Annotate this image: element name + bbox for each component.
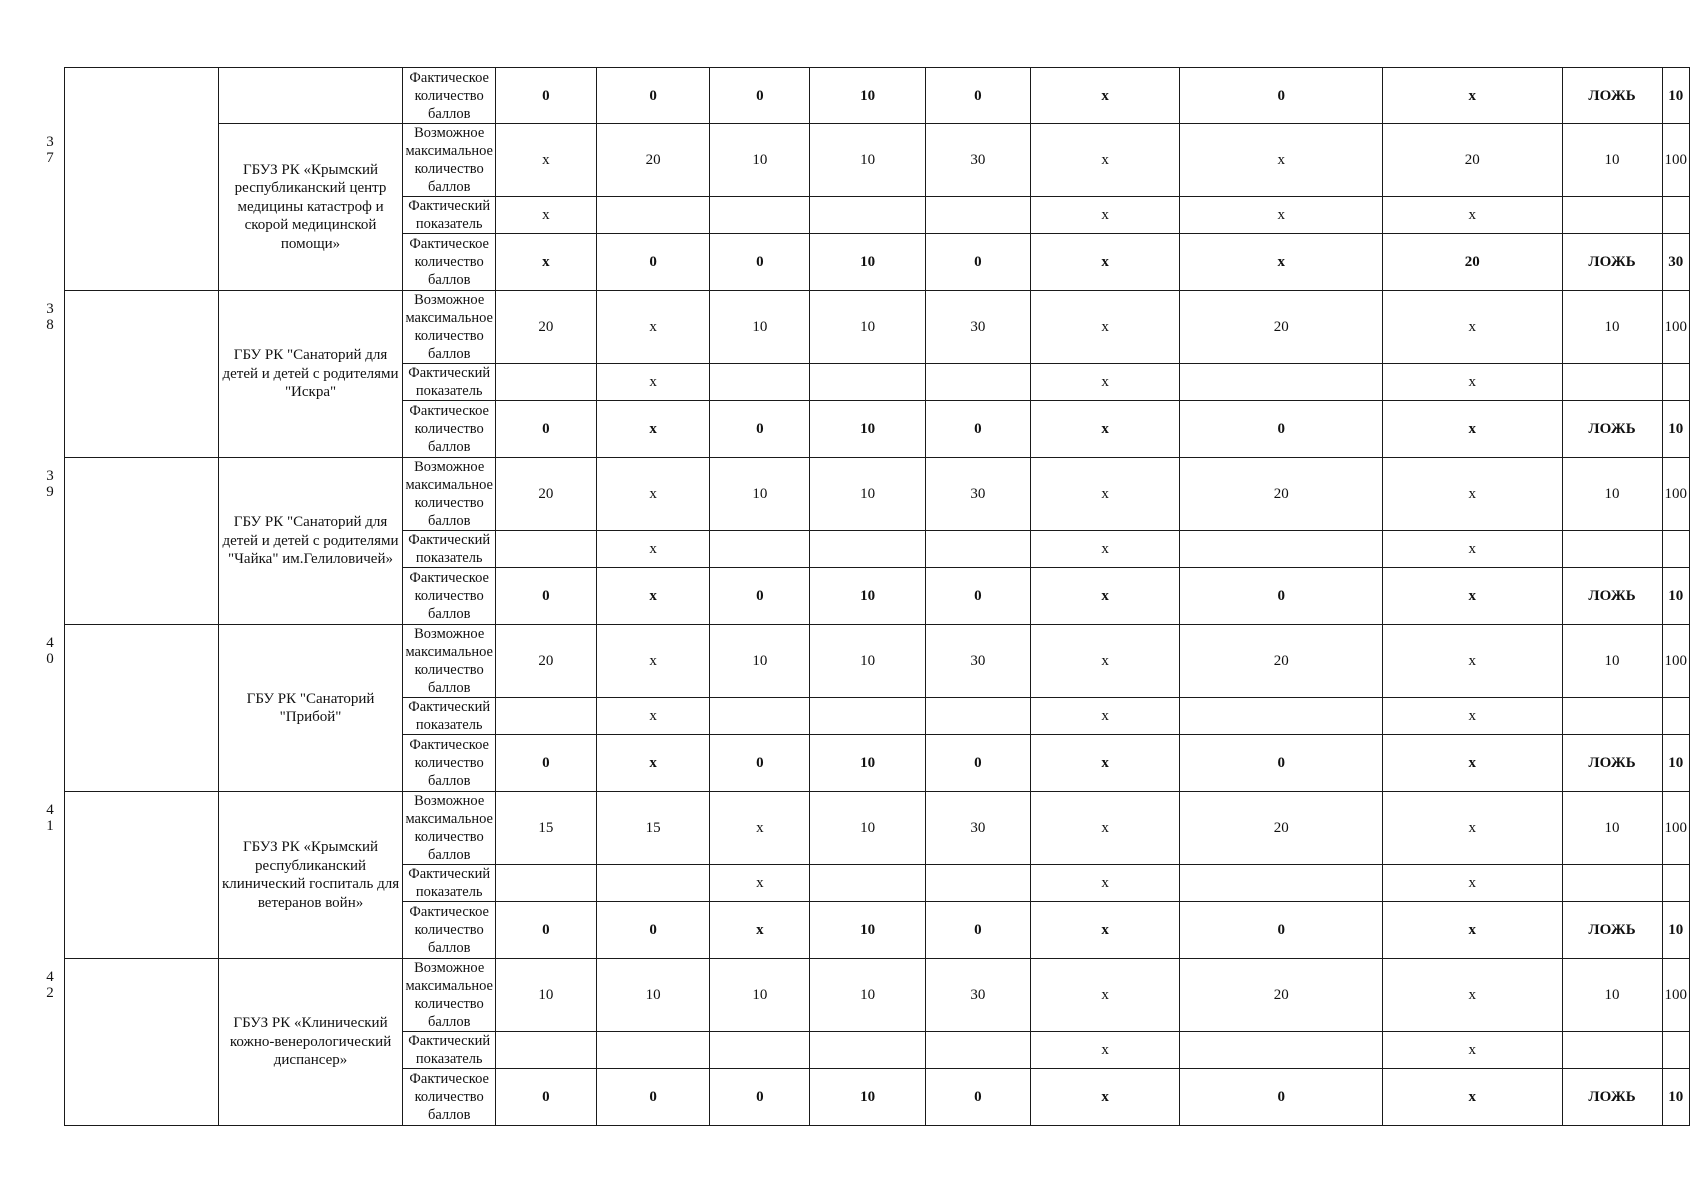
row-label: Фактическое количество баллов (403, 902, 496, 959)
value-cell: 30 (926, 458, 1031, 531)
value-cell: x (1030, 291, 1180, 364)
value-cell: 10 (810, 1069, 926, 1126)
value-cell (596, 1032, 710, 1069)
row-number (46, 124, 219, 291)
row-number-digit-1: 3 (46, 301, 54, 317)
value-cell: 0 (495, 902, 596, 959)
value-cell: x (1030, 531, 1180, 568)
value-cell: x (1030, 792, 1180, 865)
value-cell (495, 698, 596, 735)
value-cell: 20 (1180, 291, 1383, 364)
value-cell: 10 (710, 959, 810, 1032)
value-cell (710, 197, 810, 234)
value-cell: 0 (495, 68, 596, 124)
value-cell: x (1382, 698, 1562, 735)
value-cell: 10 (810, 902, 926, 959)
row-number-digit-1: 4 (46, 802, 54, 818)
table-row (60, 959, 1690, 1032)
row-label: Фактическое количество баллов (403, 568, 496, 625)
value-cell: x (1030, 1069, 1180, 1126)
value-cell: 30 (926, 291, 1031, 364)
value-cell (926, 865, 1031, 902)
value-cell: x (1180, 197, 1383, 234)
value-cell: 0 (1180, 735, 1383, 792)
value-cell: x (596, 291, 710, 364)
value-cell: 0 (596, 234, 710, 291)
value-cell: x (1030, 458, 1180, 531)
value-cell (1562, 364, 1662, 401)
value-cell: 0 (926, 234, 1031, 291)
value-cell: 0 (1180, 1069, 1383, 1126)
value-cell (810, 865, 926, 902)
row-number-digit-2: 2 (46, 985, 54, 1001)
value-cell: 0 (495, 735, 596, 792)
value-cell (1562, 531, 1662, 568)
value-cell: 10 (1562, 458, 1662, 531)
value-cell: x (596, 458, 710, 531)
row-label: Возможное максимальное количество баллов (403, 124, 496, 197)
value-cell: x (495, 124, 596, 197)
value-cell: x (1030, 234, 1180, 291)
row-label: Возможное максимальное количество баллов (403, 458, 496, 531)
value-cell: x (1030, 735, 1180, 792)
value-cell (926, 698, 1031, 735)
value-cell: 0 (710, 1069, 810, 1126)
value-cell: 10 (1662, 1069, 1690, 1126)
value-cell: 0 (495, 568, 596, 625)
value-cell: 10 (710, 124, 810, 197)
value-cell (710, 364, 810, 401)
value-cell (810, 364, 926, 401)
value-cell: ЛОЖЬ (1562, 234, 1662, 291)
value-cell (596, 865, 710, 902)
value-cell: x (1030, 959, 1180, 1032)
value-cell (495, 531, 596, 568)
value-cell: x (710, 792, 810, 865)
value-cell: 0 (1180, 401, 1383, 458)
value-cell: 0 (1180, 568, 1383, 625)
value-cell: 10 (810, 792, 926, 865)
value-cell: 10 (596, 959, 710, 1032)
value-cell (495, 364, 596, 401)
value-cell: x (1030, 401, 1180, 458)
value-cell: x (1382, 197, 1562, 234)
organization-name: ГБУЗ РК «Крымский республиканский центр медицины катастроф и скорой медицинской помощи» (218, 124, 403, 291)
value-cell: 20 (1382, 124, 1562, 197)
value-cell: x (1382, 401, 1562, 458)
value-cell (810, 531, 926, 568)
value-cell: 10 (1562, 959, 1662, 1032)
value-cell: 20 (495, 291, 596, 364)
value-cell (810, 1032, 926, 1069)
value-cell (1562, 197, 1662, 234)
value-cell: x (495, 234, 596, 291)
value-cell: x (1382, 364, 1562, 401)
value-cell (1562, 1032, 1662, 1069)
value-cell: x (1030, 902, 1180, 959)
table-row (60, 124, 1690, 197)
value-cell: 0 (926, 68, 1031, 124)
value-cell: 100 (1662, 124, 1690, 197)
table-row (60, 291, 1690, 364)
value-cell: 20 (495, 458, 596, 531)
value-cell: x (1382, 865, 1562, 902)
value-cell: x (1030, 197, 1180, 234)
value-cell: x (1382, 568, 1562, 625)
value-cell: 0 (926, 568, 1031, 625)
value-cell: 20 (1180, 625, 1383, 698)
value-cell: 30 (926, 124, 1031, 197)
row-label: Фактическое количество баллов (403, 234, 496, 291)
value-cell: 20 (495, 625, 596, 698)
row-label: Фактический показатель (403, 531, 496, 568)
value-cell: 10 (810, 291, 926, 364)
value-cell: x (710, 902, 810, 959)
row-number-digit-1: 4 (46, 635, 54, 651)
value-cell: x (596, 364, 710, 401)
row-number (46, 458, 219, 625)
value-cell: 0 (926, 401, 1031, 458)
value-cell: 10 (810, 234, 926, 291)
value-cell (1180, 364, 1383, 401)
value-cell: 100 (1662, 291, 1690, 364)
value-cell: 10 (810, 458, 926, 531)
value-cell: 100 (1662, 792, 1690, 865)
value-cell (926, 531, 1031, 568)
row-label: Фактический показатель (403, 865, 496, 902)
row-label: Фактический показатель (403, 197, 496, 234)
value-cell: 15 (596, 792, 710, 865)
table-body (46, 68, 1690, 1126)
value-cell (1662, 865, 1690, 902)
value-cell: 100 (1662, 458, 1690, 531)
value-cell (926, 197, 1031, 234)
value-cell: 20 (1180, 458, 1383, 531)
value-cell: x (1382, 792, 1562, 865)
value-cell: x (596, 625, 710, 698)
value-cell: 0 (596, 1069, 710, 1126)
value-cell (710, 531, 810, 568)
value-cell: x (1382, 1032, 1562, 1069)
value-cell: 10 (1662, 401, 1690, 458)
value-cell: 15 (495, 792, 596, 865)
value-cell: x (1030, 698, 1180, 735)
value-cell: x (1030, 1032, 1180, 1069)
table-row (60, 625, 1690, 698)
value-cell: 0 (710, 735, 810, 792)
row-number-digit-2: 7 (46, 149, 54, 166)
row-number-digit-2: 9 (46, 484, 54, 500)
value-cell: 0 (710, 234, 810, 291)
value-cell (926, 364, 1031, 401)
row-label: Возможное максимальное количество баллов (403, 291, 496, 364)
value-cell: x (1030, 364, 1180, 401)
row-number-digit-1: 3 (46, 133, 54, 150)
row-label: Возможное максимальное количество баллов (403, 959, 496, 1032)
value-cell: 10 (810, 68, 926, 124)
organization-name: ГБУ РК "Санаторий "Прибой" (218, 625, 403, 792)
row-label: Фактическое количество баллов (403, 735, 496, 792)
organization-name: ГБУЗ РК «Клинический кожно-венерологический диспансер» (218, 959, 403, 1126)
value-cell: x (1382, 458, 1562, 531)
value-cell: ЛОЖЬ (1562, 735, 1662, 792)
organization-name: ГБУЗ РК «Крымский республиканский клинический госпиталь для ветеранов войн» (218, 792, 403, 959)
value-cell (1562, 865, 1662, 902)
value-cell: 10 (810, 959, 926, 1032)
value-cell: x (1382, 902, 1562, 959)
value-cell: 100 (1662, 625, 1690, 698)
value-cell: x (1030, 124, 1180, 197)
value-cell: 20 (1180, 959, 1383, 1032)
value-cell: x (1030, 865, 1180, 902)
table-row (60, 68, 1690, 124)
value-cell: x (596, 568, 710, 625)
value-cell: x (596, 531, 710, 568)
value-cell (1662, 1032, 1690, 1069)
value-cell: x (1382, 959, 1562, 1032)
value-cell (1180, 865, 1383, 902)
value-cell: 0 (1180, 902, 1383, 959)
value-cell: 10 (495, 959, 596, 1032)
value-cell: x (710, 865, 810, 902)
org-cell-empty (218, 68, 403, 124)
value-cell: 0 (710, 401, 810, 458)
value-cell (710, 1032, 810, 1069)
value-cell: 10 (710, 458, 810, 531)
value-cell: 10 (810, 124, 926, 197)
value-cell: 0 (1180, 68, 1383, 124)
value-cell (1662, 531, 1690, 568)
value-cell: 0 (710, 68, 810, 124)
row-label: Фактическое количество баллов (403, 401, 496, 458)
value-cell (810, 197, 926, 234)
organization-name: ГБУ РК "Санаторий для детей и детей с родителями "Искра" (218, 291, 403, 458)
value-cell: x (596, 735, 710, 792)
value-cell: ЛОЖЬ (1562, 902, 1662, 959)
table-row (60, 458, 1690, 531)
value-cell (926, 1032, 1031, 1069)
value-cell: 10 (1562, 792, 1662, 865)
value-cell: 10 (710, 291, 810, 364)
value-cell: 10 (1562, 291, 1662, 364)
value-cell: 10 (810, 401, 926, 458)
value-cell: ЛОЖЬ (1562, 1069, 1662, 1126)
value-cell: 0 (596, 68, 710, 124)
value-cell: 10 (1662, 735, 1690, 792)
value-cell: 10 (810, 735, 926, 792)
value-cell: 10 (1662, 902, 1690, 959)
value-cell: 30 (926, 792, 1031, 865)
value-cell: 10 (710, 625, 810, 698)
row-number (46, 625, 219, 792)
row-number (46, 959, 219, 1126)
value-cell (495, 865, 596, 902)
value-cell: ЛОЖЬ (1562, 568, 1662, 625)
value-cell: 10 (1562, 625, 1662, 698)
row-number-digit-2: 0 (46, 651, 54, 667)
value-cell: 20 (596, 124, 710, 197)
value-cell: 10 (810, 568, 926, 625)
value-cell: x (1382, 735, 1562, 792)
value-cell: x (596, 698, 710, 735)
value-cell: 30 (926, 959, 1031, 1032)
row-label: Фактический показатель (403, 1032, 496, 1069)
value-cell: x (1382, 625, 1562, 698)
row-number-digit-1: 3 (46, 468, 54, 484)
value-cell (1662, 364, 1690, 401)
value-cell: x (1382, 1069, 1562, 1126)
value-cell (710, 698, 810, 735)
value-cell: x (1382, 291, 1562, 364)
row-label: Фактическое количество баллов (403, 1069, 496, 1126)
row-label: Фактический показатель (403, 364, 496, 401)
value-cell: 30 (926, 625, 1031, 698)
value-cell: 0 (596, 902, 710, 959)
value-cell: 100 (1662, 959, 1690, 1032)
value-cell (1180, 1032, 1383, 1069)
row-label: Возможное максимальное количество баллов (403, 625, 496, 698)
value-cell: x (1030, 568, 1180, 625)
organization-name: ГБУ РК "Санаторий для детей и детей с родителями "Чайка" им.Гелиловичей» (218, 458, 403, 625)
row-label: Возможное максимальное количество баллов (403, 792, 496, 865)
row-label: Фактическое количество баллов (403, 68, 496, 124)
row-number (46, 792, 219, 959)
row-number-digit-2: 1 (46, 818, 54, 834)
value-cell (810, 698, 926, 735)
value-cell: 10 (1662, 68, 1690, 124)
value-cell: x (1382, 68, 1562, 124)
value-cell (1562, 698, 1662, 735)
value-cell: 20 (1180, 792, 1383, 865)
value-cell: 30 (1662, 234, 1690, 291)
value-cell: x (1180, 124, 1383, 197)
value-cell: ЛОЖЬ (1562, 401, 1662, 458)
value-cell (1180, 531, 1383, 568)
value-cell (1180, 698, 1383, 735)
value-cell: 0 (495, 401, 596, 458)
value-cell: 0 (926, 1069, 1031, 1126)
value-cell: 20 (1382, 234, 1562, 291)
value-cell: x (495, 197, 596, 234)
value-cell: ЛОЖЬ (1562, 68, 1662, 124)
value-cell: 0 (495, 1069, 596, 1126)
value-cell: x (1180, 234, 1383, 291)
num-cell-empty (65, 68, 219, 124)
value-cell: 10 (810, 625, 926, 698)
value-cell: 0 (710, 568, 810, 625)
value-cell: x (1030, 625, 1180, 698)
value-cell: 10 (1562, 124, 1662, 197)
row-number-digit-2: 8 (46, 317, 54, 333)
value-cell: 0 (926, 902, 1031, 959)
value-cell (1662, 197, 1690, 234)
score-table (46, 67, 1690, 1126)
value-cell (495, 1032, 596, 1069)
table-row (60, 792, 1690, 865)
row-number-digit-1: 4 (46, 969, 54, 985)
row-label: Фактический показатель (403, 698, 496, 735)
row-number (46, 291, 219, 458)
value-cell: 0 (926, 735, 1031, 792)
value-cell: x (1030, 68, 1180, 124)
value-cell: x (1382, 531, 1562, 568)
value-cell (1662, 698, 1690, 735)
value-cell (596, 197, 710, 234)
value-cell: 10 (1662, 568, 1690, 625)
value-cell: x (596, 401, 710, 458)
